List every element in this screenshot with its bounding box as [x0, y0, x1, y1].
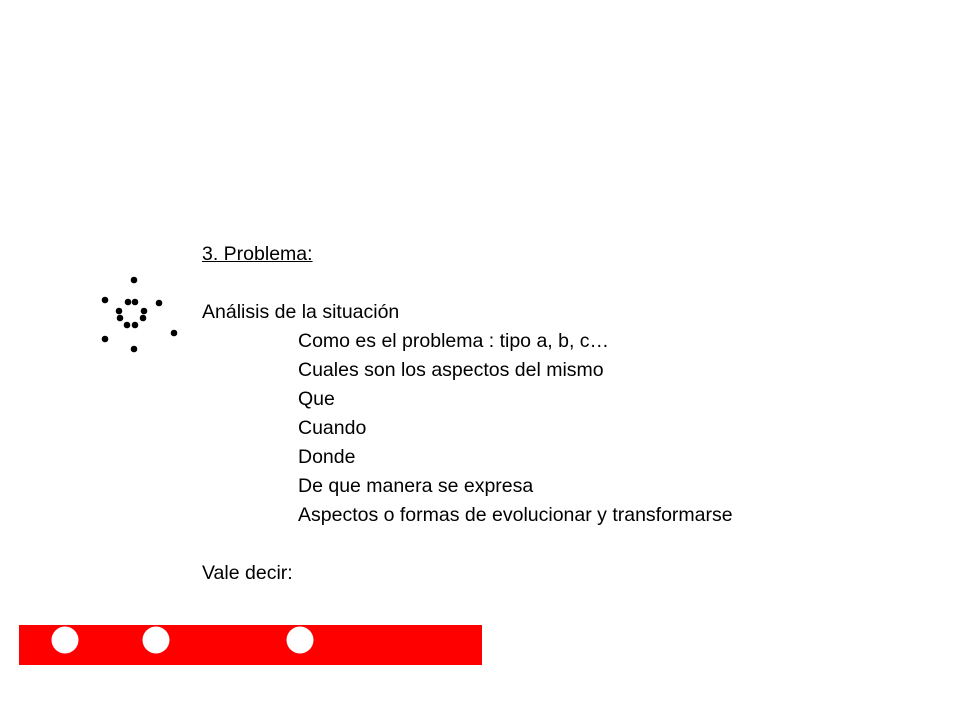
slide-text [202, 240, 902, 588]
slide-heading: 3. Problema: [202, 243, 313, 265]
list-item: Como es el problema : tipo a, b, c… [298, 330, 610, 352]
white-dot-icon [143, 627, 170, 654]
list-item: Cuales son los aspectos del mismo [298, 359, 604, 381]
intro-line: Análisis de la situación [202, 301, 400, 323]
red-bar-background [19, 625, 482, 665]
spacer [202, 269, 902, 298]
list-item: Aspectos o formas de evolucionar y transformarse [298, 504, 733, 526]
closing-line: Vale decir: [202, 562, 293, 584]
list-item: De que manera se expresa [298, 475, 534, 497]
spacer [202, 530, 902, 559]
red-bar-decoration [19, 625, 482, 665]
white-dot-icon [287, 627, 314, 654]
list-item: Que [298, 388, 335, 410]
dot-cluster-icon [95, 270, 185, 360]
list-item: Donde [298, 446, 356, 468]
list-item: Cuando [298, 417, 367, 439]
white-dot-icon [52, 627, 79, 654]
